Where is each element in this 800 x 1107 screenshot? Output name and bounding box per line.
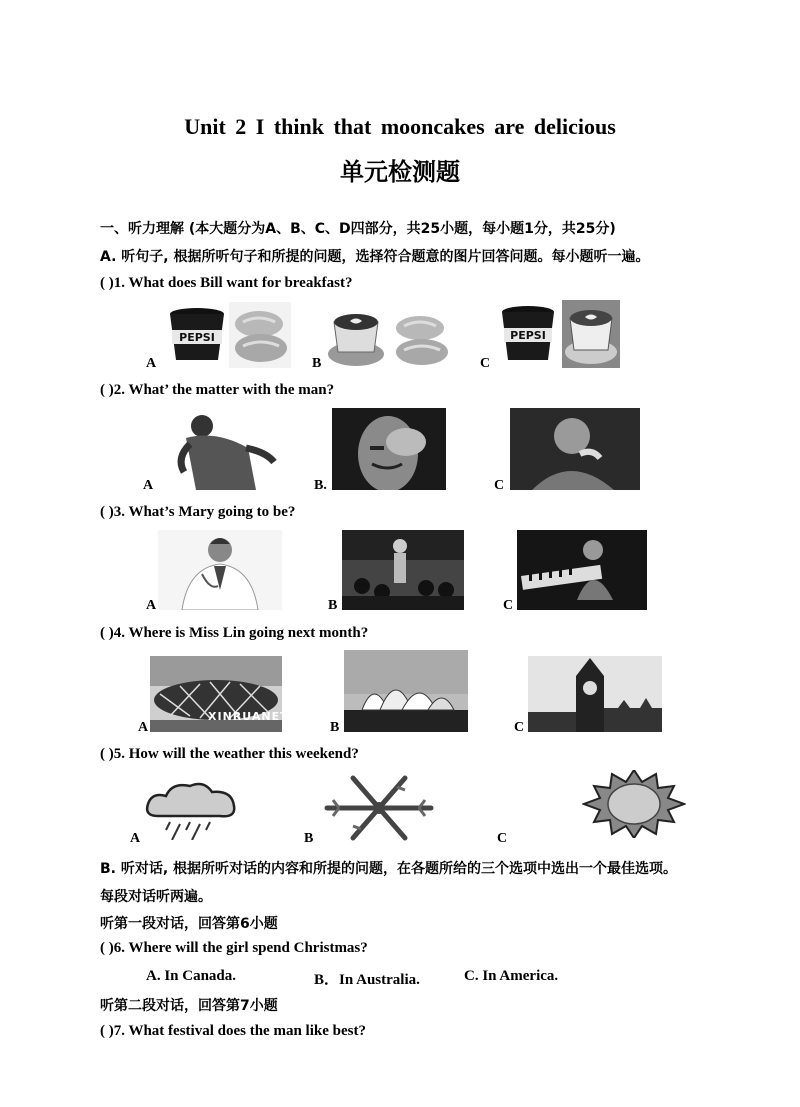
q4-label-a: A [138, 720, 149, 735]
q6-option-a: A. In Canada. [146, 968, 237, 984]
q1-label-c: C [480, 356, 491, 371]
question-6: ( )6. Where will the girl spend Christmas? [100, 940, 368, 956]
q3-label-a: A [146, 598, 157, 613]
dialog-2-heading: 听第二段对话，回答第7小题 [100, 998, 278, 1014]
pianist-image [517, 530, 647, 610]
q2-label-b: B. [314, 478, 327, 493]
q4-label-b: B [330, 720, 340, 735]
pepsi-cup-image [498, 304, 558, 364]
question-7: ( )7. What festival does the man like best? [100, 1023, 366, 1039]
coffee-cup-image [562, 300, 620, 368]
part-a-instruction: A. 听句子, 根据所听句子和所提的问题，选择符合题意的图片回答问题。每小题听一遍。 [100, 249, 650, 265]
pepsi-cup-image [166, 306, 228, 364]
teacher-classroom-image [342, 530, 464, 610]
bread-rolls-image [229, 302, 291, 368]
sore-throat-man-image [510, 408, 640, 490]
question-5: ( )5. How will the weather this weekend? [100, 746, 359, 762]
q5-label-b: B [304, 831, 314, 846]
svg-text:PEPSI: PEPSI [179, 331, 215, 344]
q2-label-a: A [143, 478, 154, 493]
q5-label-c: C [497, 831, 508, 846]
q3-label-c: C [503, 598, 514, 613]
doctor-image [158, 530, 282, 610]
big-ben-image [528, 656, 662, 732]
question-2: ( )2. What’ the matter with the man? [100, 382, 335, 398]
question-4: ( )4. Where is Miss Lin going next month? [100, 625, 369, 641]
sun-icon [582, 770, 686, 838]
q1-label-b: B [312, 356, 322, 371]
sydney-opera-house-image [344, 650, 468, 732]
bread-rolls-image [390, 308, 452, 368]
q2-label-c: C [494, 478, 505, 493]
question-1: ( )1. What does Bill want for breakfast? [100, 275, 353, 291]
page-title: Unit 2 I think that mooncakes are delicious [184, 114, 616, 139]
snowflake-icon [322, 774, 436, 842]
q6-option-b: B．In Australia. [314, 972, 420, 988]
q5-label-a: A [130, 831, 141, 846]
section-heading: 一、听力理解 (本大题分为A、B、C、D四部分，共25小题，每小题1分，共25分) [100, 221, 616, 237]
svg-text:PEPSI: PEPSI [510, 329, 546, 342]
q6-option-c: C. In America. [464, 968, 559, 984]
part-b-instruction: B. 听对话, 根据所听对话的内容和所提的问题，在各题所给的三个选项中选出一个最佳选项。 [100, 861, 678, 877]
part-b-instruction-2: 每段对话听两遍。 [100, 889, 212, 905]
rain-cloud-icon [140, 780, 240, 840]
coffee-cup-image [326, 306, 386, 368]
backache-man-image [166, 408, 278, 490]
question-3: ( )3. What’s Mary going to be? [100, 504, 296, 520]
q4-label-c: C [514, 720, 525, 735]
q3-label-b: B [328, 598, 338, 613]
dialog-1-heading: 听第一段对话，回答第6小题 [100, 916, 278, 932]
q1-label-a: A [146, 356, 157, 371]
page-subtitle: 单元检测题 [340, 158, 460, 186]
watermark-text: XINRUANET [208, 710, 289, 723]
headache-man-image [332, 408, 446, 490]
